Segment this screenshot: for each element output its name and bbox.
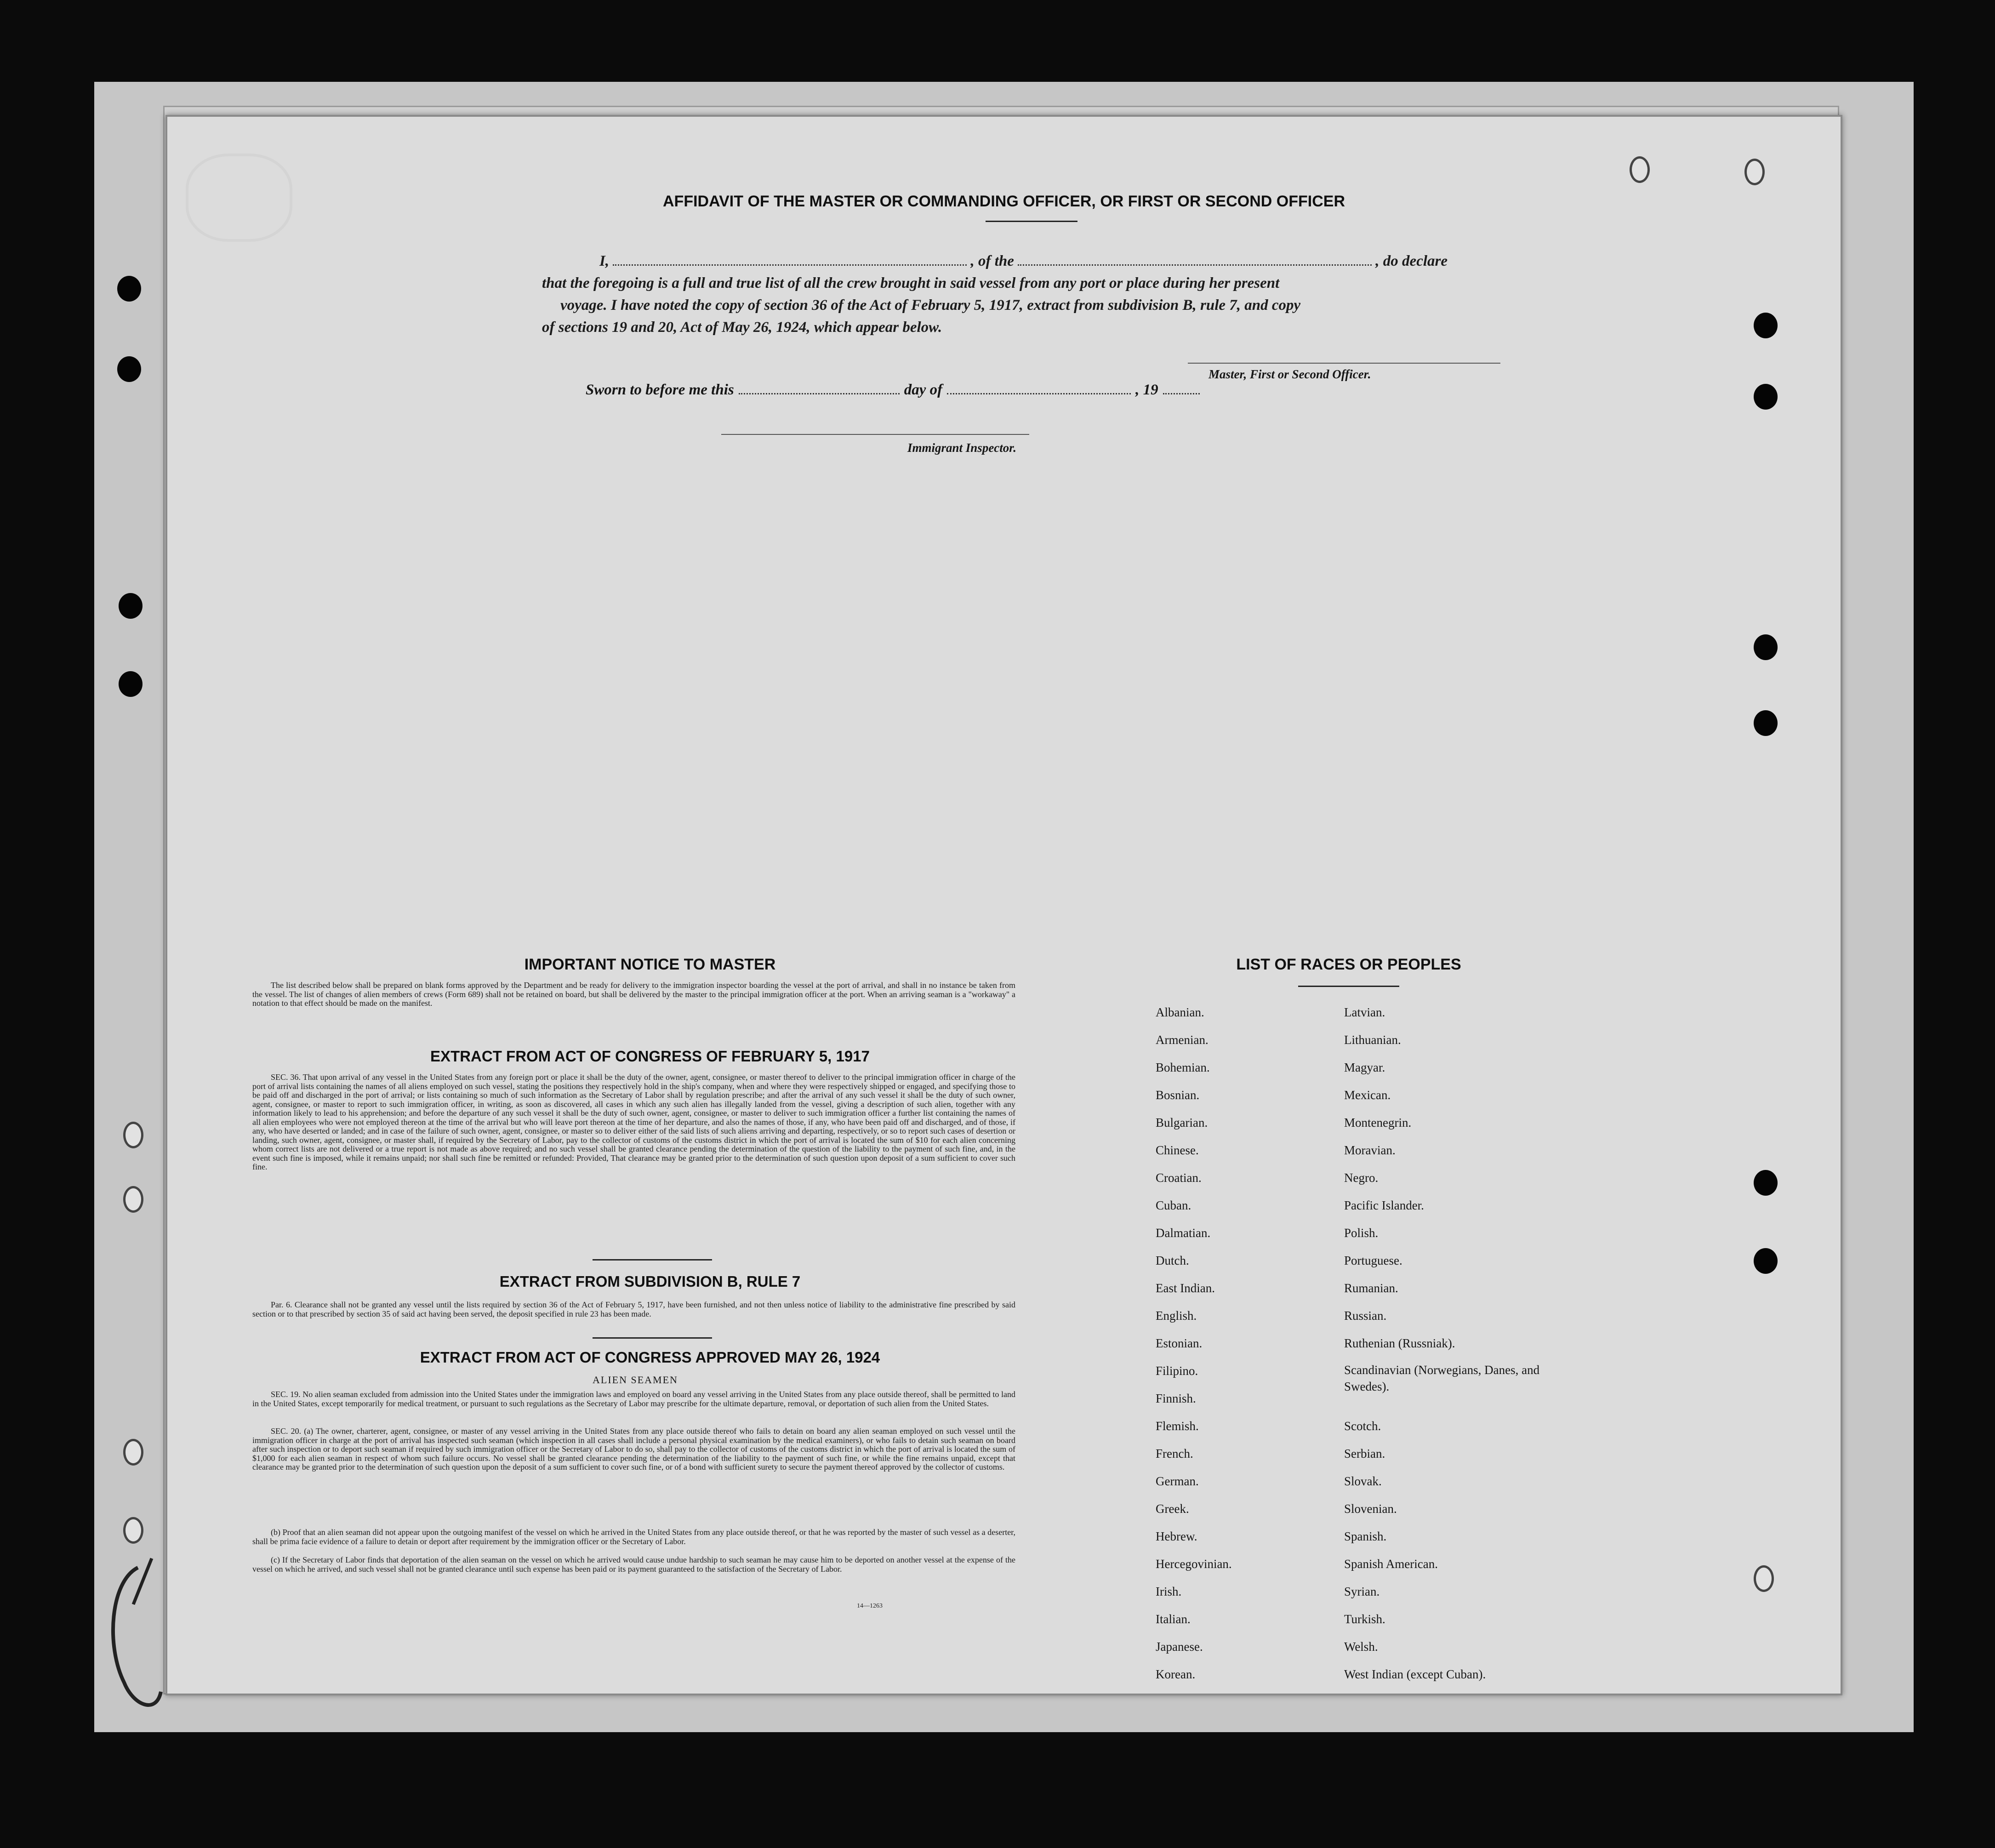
binder-ring (1744, 159, 1765, 185)
alien-seamen-subtitle: ALIEN SEAMEN (593, 1374, 678, 1386)
race-item: Turkish. (1344, 1612, 1385, 1626)
race-item: Portuguese. (1344, 1254, 1402, 1267)
binder-ring (1630, 156, 1650, 183)
form-number: 14—1263 (857, 1603, 883, 1609)
race-item: Estonian. (1156, 1336, 1203, 1350)
affidavit-line-2: that the foregoing is a full and true list of all the crew brought in said vessel from any port or place during her present (542, 275, 1280, 291)
race-item: Chinese. (1156, 1143, 1199, 1157)
inspector-signature-line (721, 434, 1029, 435)
binder-ring (1754, 1565, 1774, 1592)
affidavit-line-3: voyage. I have noted the copy of section 36 of the Act of February 5, 1917, extract from subdivision B, rule 7, and copy (560, 297, 1301, 314)
extract-1924-sec20a: SEC. 20. (a) The owner, charterer, agent, consignee, or master of any vessel arriving in the United States from any place outside thereof who fails to detain on board any alien seaman employed on such vessel until the immigration officer in charge at the port of arrival has inspected such seaman (which inspection in all cases shall include a personal physical examination by the medical examiners), or who fails to detain such seaman on board after such inspection or to deport such seaman if required by such immigration officer or the Secretary of Labor to do so, shall pay to the collector of customs of the customs district in which the port of arrival is located the sum of $1,000 for each alien seaman in respect of whom such failure occurs. No vessel shall be granted clearance pending the determination of the liability to the payment of such fine, or while the fine remains unpaid, except that clearance may be granted prior to the determination of such question upon the deposit of a sum sufficient to cover such fine, or of a bond with sufficient surety to secure the payment thereof approved by the collector of customs. (252, 1426, 1015, 1472)
race-item: Flemish. (1156, 1419, 1199, 1433)
master-name-blank (613, 252, 967, 266)
binder-hole (1754, 634, 1778, 660)
affidavit-page (165, 115, 1842, 1695)
inspector-signature-label: Immigrant Inspector. (907, 441, 1017, 455)
master-signature-label: Master, First or Second Officer. (1208, 367, 1371, 381)
race-item: Greek. (1156, 1502, 1189, 1516)
race-item: Filipino. (1156, 1364, 1198, 1378)
sworn-year: , 19 (1135, 382, 1158, 398)
sworn-prefix: Sworn to before me this (586, 382, 734, 398)
race-item: Lithuanian. (1344, 1033, 1401, 1047)
binder-ring (123, 1439, 143, 1466)
binder-hole (1754, 313, 1778, 338)
affidavit-of-the: , of the (970, 253, 1014, 269)
race-item: Dutch. (1156, 1254, 1189, 1267)
race-item: Welsh. (1344, 1640, 1378, 1654)
binder-hole (1754, 1248, 1778, 1274)
races-title-rule (1298, 986, 1399, 987)
race-item: Spanish. (1344, 1529, 1387, 1543)
extract-1924-sec20c: (c) If the Secretary of Labor finds that deportation of the alien seaman on the vessel on which he arrived would cause undue hardship to such seaman he may cause him to be deported on another vessel at the expense of the vessel on which he arrived, and such vessel shall not be granted clearance until such expense has been paid or its payment guaranteed to the satisfaction of the Secretary of Labor. (252, 1555, 1015, 1574)
race-item: Serbian. (1344, 1447, 1385, 1460)
notice-title: IMPORTANT NOTICE TO MASTER (524, 956, 776, 973)
race-item: Italian. (1156, 1612, 1191, 1626)
sworn-year-blank (1163, 381, 1200, 394)
race-item: Russian. (1344, 1309, 1387, 1323)
race-item: Syrian. (1344, 1585, 1380, 1598)
affidavit-declaration (542, 250, 1448, 338)
race-item: Albanian. (1156, 1005, 1204, 1019)
race-item: Hercegovinian. (1156, 1557, 1232, 1571)
race-item: Scandinavian (Norwegians, Danes, and Swedes). (1344, 1363, 1540, 1393)
race-item: East Indian. (1156, 1281, 1215, 1295)
race-item: Montenegrin. (1344, 1116, 1412, 1129)
race-item: Rumanian. (1344, 1281, 1398, 1295)
rule-before-rule7 (593, 1259, 712, 1261)
bleed-through-stamp (186, 154, 292, 242)
binder-hole (1754, 710, 1778, 736)
binder-hole (119, 593, 142, 619)
binder-ring (123, 1517, 143, 1544)
races-right-column (1344, 998, 1546, 1688)
race-item: German. (1156, 1474, 1199, 1488)
extract-rule7-title: EXTRACT FROM SUBDIVISION B, RULE 7 (499, 1273, 801, 1290)
binder-hole (119, 671, 142, 697)
race-item: Korean. (1156, 1667, 1196, 1681)
affidavit-line-4: of sections 19 and 20, Act of May 26, 1924, which appear below. (542, 319, 942, 336)
rule-before-1924 (593, 1337, 712, 1339)
affidavit-i: I, (599, 253, 610, 269)
race-item: Bohemian. (1156, 1061, 1210, 1074)
race-item: Latvian. (1344, 1005, 1385, 1019)
race-item: Slovenian. (1344, 1502, 1397, 1516)
races-left-column (1156, 998, 1330, 1688)
binder-ring (123, 1186, 143, 1213)
race-item: Negro. (1344, 1171, 1379, 1185)
affidavit-title-rule (986, 221, 1077, 222)
race-item: Polish. (1344, 1226, 1379, 1240)
sworn-month-blank (947, 381, 1131, 394)
notice-text: The list described below shall be prepared on blank forms approved by the Department and be ready for delivery to the immigration inspector boarding the vessel at the port of arrival, and shall in no instance be taken from the vessel. The list of changes of alien members of crews (Form 689) shall not be retained on board, but shall be delivered by the master to the principal immigration officer at the port. When an arriving seaman is a "workaway" a notation to that effect should be made on the manifest. (252, 981, 1015, 1008)
pen-mark (106, 1554, 179, 1719)
extract-rule7-text: Par. 6. Clearance shall not be granted any vessel until the lists required by section 36 of the Act of February 5, 1917, have been furnished, and not then unless notice of liability to the administrative fine prescribed by said section or to that prescribed by section 35 of said act having been served, the deposit specified in rule 23 has been made. (252, 1300, 1015, 1318)
race-item: Slovak. (1344, 1474, 1382, 1488)
extract-1924-sec19: SEC. 19. No alien seaman excluded from admission into the United States under the immigration laws and employed on board any vessel arriving in the United States from any place outside thereof, shall be permitted to land in the United States, except temporarily for medical treatment, or pursuant to such regulations as the Secretary of Labor may prescribe for the ultimate departure, removal, or deportation of such alien from the United States. (252, 1390, 1015, 1408)
extract-1917-title: EXTRACT FROM ACT OF CONGRESS OF FEBRUARY 5, 1917 (430, 1048, 870, 1065)
race-item: Hebrew. (1156, 1529, 1197, 1543)
extract-1917-text: SEC. 36. That upon arrival of any vessel in the United States from any foreign port or place it shall be the duty of the owner, agent, consignee, or master thereof to deliver to the principal immigration officer in charge of the port of arrival lists containing the names of all aliens employed on such vessel, stating the positions they respectively hold in the ship's company, when and where they were respectively shipped or engaged, and specifying those to be paid off and discharged in the port of arrival; or lists containing so much of such information as the Secretary of Labor shall by regulation prescribe; and after the arrival of any such vessel it shall be the duty of such owner, agent, consignee, or master to report to such immigration officer, in writing, as soon as discovered, all cases in which any such alien has illegally landed from the vessel, giving a description of such alien, together with any information likely to lead to his apprehension; and before the departure of any such vessel it shall be the duty of such owner, agent, consignee, or master to deliver to such immigration officer a further list containing the names of all alien employees who were not employed thereon at the time of the arrival but who will leave port thereon at the time of her departure, and also the names of those, if any, who have been paid off and discharged, and of those, if any, who have deserted or landed; and in case of the failure of such owner, agent, consignee, or master so to deliver either of the said lists of such aliens arriving and departing, respectively, or so to report such cases of desertion or landing, such owner, agent, consignee, or master shall, if required by the Secretary of Labor, pay to the collector of customs of the customs district in which the port of arrival is located the sum of $10 for each alien concerning whom correct lists are not delivered or a true report is not made as above required; and no such vessel shall be granted clearance pending the determination of the question of the liability to the payment of such fine, and, in the event such fine is imposed, while it remains unpaid; nor shall such fine be remitted or refunded: Provided, That clearance may be granted prior to the determination of such question upon deposit of a sum sufficient to cover such fine. (252, 1072, 1015, 1171)
race-item: English. (1156, 1309, 1197, 1323)
race-item: Finnish. (1156, 1392, 1196, 1405)
race-item: Armenian. (1156, 1033, 1208, 1047)
race-item: Japanese. (1156, 1640, 1203, 1654)
race-item: Moravian. (1344, 1143, 1396, 1157)
sworn-line (586, 381, 1204, 399)
extract-1924-title: EXTRACT FROM ACT OF CONGRESS APPROVED MAY 26, 1924 (420, 1349, 880, 1366)
race-item: French. (1156, 1447, 1193, 1460)
race-item: Spanish American. (1344, 1557, 1438, 1571)
race-item: Mexican. (1344, 1088, 1391, 1102)
race-item: Pacific Islander. (1344, 1198, 1424, 1212)
race-item: Dalmatian. (1156, 1226, 1211, 1240)
sworn-day-of: day of (904, 382, 943, 398)
sworn-day-blank (739, 381, 900, 394)
race-item: Bosnian. (1156, 1088, 1200, 1102)
binder-ring (123, 1122, 143, 1148)
extract-1924-sec20b: (b) Proof that an alien seaman did not appear upon the outgoing manifest of the vessel on which he arrived in the United States from any place outside thereof, or that he was reported by the master of such vessel as a deserter, shall be prima facie evidence of a failure to detain or deport after requirement by the immigration officer or the Secretary of Labor. (252, 1528, 1015, 1546)
binder-hole (117, 276, 141, 302)
binder-hole (1754, 384, 1778, 410)
master-signature-line (1188, 363, 1500, 364)
race-item: Bulgarian. (1156, 1116, 1208, 1129)
race-item: Scotch. (1344, 1419, 1381, 1433)
affidavit-do-declare: , do declare (1375, 253, 1448, 269)
race-item: Croatian. (1156, 1171, 1202, 1185)
race-item: West Indian (except Cuban). (1344, 1667, 1486, 1681)
affidavit-title: AFFIDAVIT OF THE MASTER OR COMMANDING OFFICER, OR FIRST OR SECOND OFFICER (663, 193, 1345, 210)
race-item: Irish. (1156, 1585, 1182, 1598)
vessel-name-blank (1018, 252, 1372, 266)
race-item: Ruthenian (Russniak). (1344, 1336, 1455, 1350)
binder-hole (1754, 1170, 1778, 1196)
binder-hole (117, 356, 141, 382)
races-title: LIST OF RACES OR PEOPLES (1236, 956, 1461, 973)
race-item: Magyar. (1344, 1061, 1385, 1074)
race-item: Cuban. (1156, 1198, 1191, 1212)
